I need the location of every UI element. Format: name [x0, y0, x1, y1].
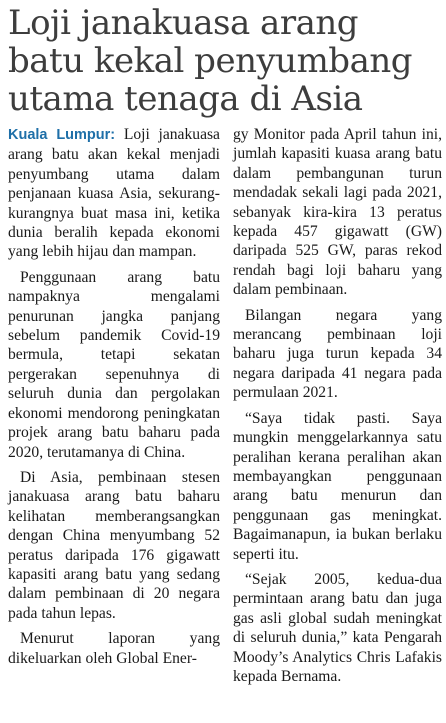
paragraph-6: “Saya tidak pasti. Saya mungkin menggelarkannya satu peralihan kerana peralihan akan membayangkan penggunaan arang batu menurun dan penggunaan gas meningkat. Bagaimanapun, ia bukan berlaku seperti itu. — [233, 409, 442, 563]
paragraph-5: Bilangan negara yang merancang pembinaan loji baharu juga turun kepada 34 negara daripada 41 negara pada permulaan 2021. — [233, 306, 442, 402]
paragraph-3: Di Asia, pembinaan stesen janakuasa arang batu baharu kelihatan memberangsangkan dengan China menyumbang 52 peratus daripada 176 gigawatt kapasiti arang batu yang sedang dalam pembinaan di 20 negara pada tahun lepas. — [8, 468, 220, 622]
paragraph-1-text: Loji janakuasa arang batu akan kekal menjadi penyumbang utama dalam penjanaan kuasa Asia, sekurang-kurangnya buat masa ini, ketika dunia beralih kepada ekonomi yang lebih hijau dan mampan. — [8, 126, 220, 261]
paragraph-4: Menurut laporan yang dikeluarkan oleh Global Ener- — [8, 630, 220, 667]
paragraph-2: Penggunaan arang batu nampaknya mengalami penurunan jangka panjang sebelum pandemik Covid-19 bermula, tetapi sekatan pergerakan sepenuhnya di seluruh dunia dan pergolakan ekonomi mendorong peningkatan projek arang batu baharu pada 2020, terutamanya di China. — [8, 268, 220, 461]
article-column-left — [8, 125, 220, 668]
headline-line-1: Loji janakuasa arang — [8, 3, 359, 43]
paragraph-4-continued: gy Monitor pada April tahun ini, jumlah kapasiti kuasa arang batu dalam pembangunan turun mendadak sekali lagi pada 2021, sebanyak kira-kira 13 peratus kepada 457 gigawatt (GW) daripada 525 GW, paras rekod rendah bagi loji baharu yang dalam pembinaan. — [233, 126, 442, 299]
headline-line-2: batu kekal penyumbang — [8, 41, 413, 81]
article-column-right — [233, 125, 442, 686]
dateline: Kuala Lumpur: — [8, 127, 116, 143]
article-headline — [8, 4, 440, 118]
headline-line-3: utama tenaga di Asia — [8, 79, 363, 119]
paragraph-7: “Sejak 2005, kedua-dua permintaan arang batu dan juga gas asli global sudah meningkat di seluruh dunia,” kata Pengarah Moody’s Analytics Chris Lafakis kepada Bernama. — [233, 570, 442, 685]
paragraph-1 — [8, 125, 220, 262]
